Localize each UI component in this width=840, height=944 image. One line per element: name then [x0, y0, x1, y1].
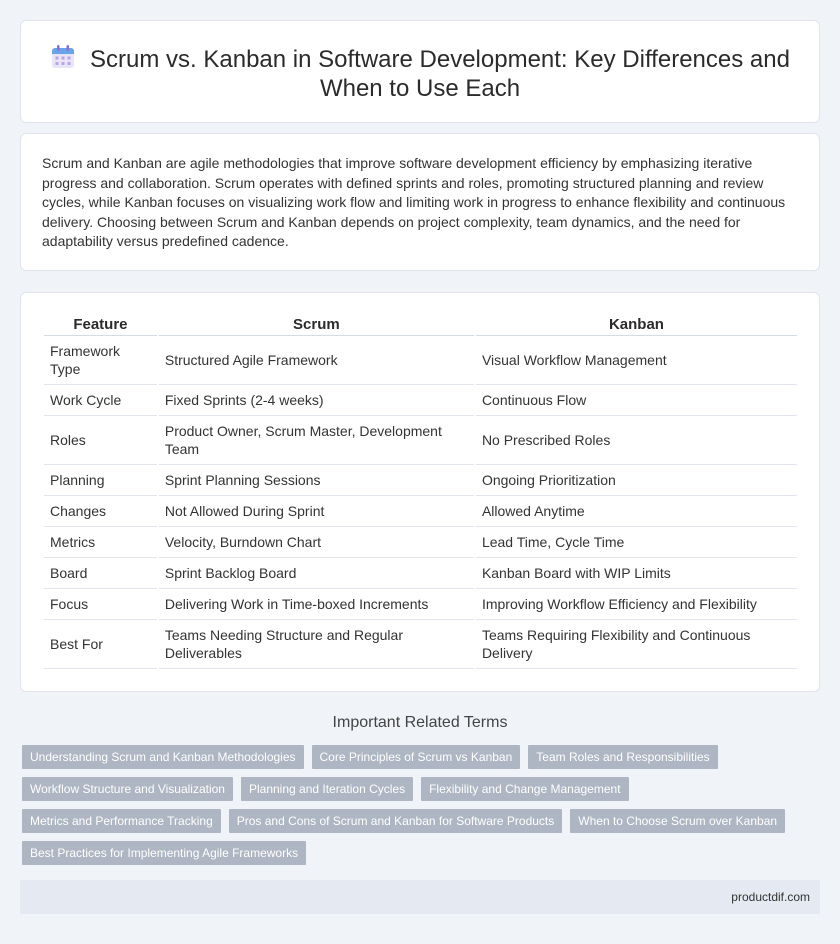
feature-cell: Metrics	[44, 527, 157, 558]
intro-paragraph: Scrum and Kanban are agile methodologies that improve software development efficiency by emphasizing iterative progress and collaboration. Scrum operates with defined sprints and roles, promoting structured planning and review cycles, while Kanban focuses on visualizing work flow and limiting work in progress to enhance flexibility and continuous delivery. Choosing between Scrum and Kanban depends on project complexity, team dynamics, and the need for adaptability versus predefined cadence.	[42, 155, 786, 250]
scrum-cell: Delivering Work in Time-boxed Increments	[159, 589, 474, 620]
kanban-cell: Allowed Anytime	[476, 496, 797, 527]
footer-site-link[interactable]: productdif.com	[731, 890, 810, 904]
kanban-cell: Kanban Board with WIP Limits	[476, 558, 797, 589]
feature-cell: Best For	[44, 620, 157, 669]
table-header-row	[44, 314, 797, 336]
comparison-table	[42, 314, 799, 669]
page-title-wrap	[21, 44, 819, 103]
header-kanban: Kanban	[476, 314, 797, 336]
table-row	[44, 589, 797, 620]
scrum-cell: Product Owner, Scrum Master, Development Team	[159, 416, 474, 465]
intro-card	[20, 133, 820, 271]
related-term-tag[interactable]: Planning and Iteration Cycles	[241, 777, 413, 801]
scrum-cell: Not Allowed During Sprint	[159, 496, 474, 527]
footer-bar	[20, 880, 820, 914]
kanban-cell: Visual Workflow Management	[476, 336, 797, 385]
related-term-tag[interactable]: Understanding Scrum and Kanban Methodologies	[22, 745, 304, 769]
table-row	[44, 558, 797, 589]
page-title: Scrum vs. Kanban in Software Development: Key Differences and When to Use Each	[90, 46, 790, 102]
table-row	[44, 336, 797, 385]
comparison-table-card	[20, 292, 820, 692]
scrum-cell: Velocity, Burndown Chart	[159, 527, 474, 558]
related-term-tag[interactable]: Flexibility and Change Management	[421, 777, 628, 801]
kanban-cell: Lead Time, Cycle Time	[476, 527, 797, 558]
kanban-cell: No Prescribed Roles	[476, 416, 797, 465]
table-row	[44, 496, 797, 527]
kanban-cell: Improving Workflow Efficiency and Flexibility	[476, 589, 797, 620]
related-term-tag[interactable]: Pros and Cons of Scrum and Kanban for Software Products	[229, 809, 563, 833]
header-feature: Feature	[44, 314, 157, 336]
table-row	[44, 527, 797, 558]
scrum-cell: Structured Agile Framework	[159, 336, 474, 385]
scrum-cell: Fixed Sprints (2-4 weeks)	[159, 385, 474, 416]
calendar-icon	[50, 44, 76, 70]
table-row	[44, 416, 797, 465]
feature-cell: Focus	[44, 589, 157, 620]
related-term-tag[interactable]: Workflow Structure and Visualization	[22, 777, 233, 801]
feature-cell: Work Cycle	[44, 385, 157, 416]
scrum-cell: Teams Needing Structure and Regular Deliverables	[159, 620, 474, 669]
related-term-tag[interactable]: Best Practices for Implementing Agile Frameworks	[22, 841, 306, 865]
scrum-cell: Sprint Backlog Board	[159, 558, 474, 589]
table-row	[44, 385, 797, 416]
related-terms-title: Important Related Terms	[332, 714, 508, 731]
header-scrum: Scrum	[159, 314, 474, 336]
related-terms-tags	[22, 745, 812, 873]
related-term-tag[interactable]: Team Roles and Responsibilities	[528, 745, 717, 769]
feature-cell: Planning	[44, 465, 157, 496]
feature-cell: Framework Type	[44, 336, 157, 385]
feature-cell: Roles	[44, 416, 157, 465]
kanban-cell: Teams Requiring Flexibility and Continuous Delivery	[476, 620, 797, 669]
feature-cell: Changes	[44, 496, 157, 527]
feature-cell: Board	[44, 558, 157, 589]
related-term-tag[interactable]: When to Choose Scrum over Kanban	[570, 809, 785, 833]
table-row	[44, 465, 797, 496]
table-row	[44, 620, 797, 669]
related-term-tag[interactable]: Core Principles of Scrum vs Kanban	[312, 745, 521, 769]
scrum-cell: Sprint Planning Sessions	[159, 465, 474, 496]
related-term-tag[interactable]: Metrics and Performance Tracking	[22, 809, 221, 833]
kanban-cell: Ongoing Prioritization	[476, 465, 797, 496]
kanban-cell: Continuous Flow	[476, 385, 797, 416]
title-card	[20, 20, 820, 123]
